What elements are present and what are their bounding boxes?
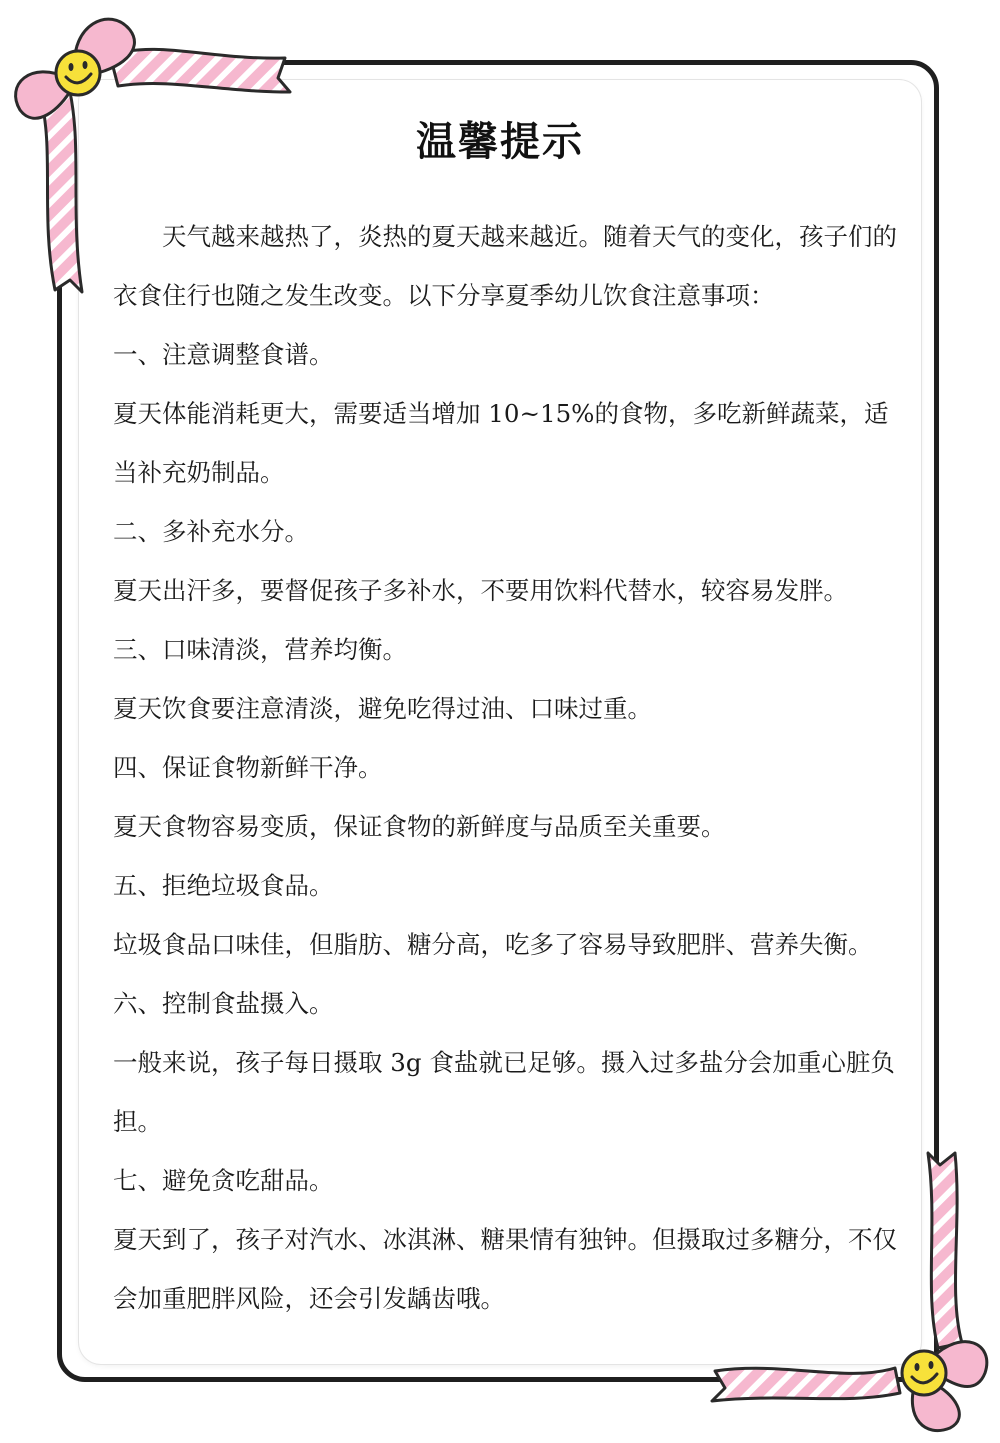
section-body: 夏天食物容易变质，保证食物的新鲜度与品质至关重要。	[113, 812, 726, 841]
section-heading: 七、避免贪吃甜品。	[113, 1166, 334, 1195]
section-body: 夏天出汗多，要督促孩子多补水，不要用饮料代替水，较容易发胖。	[113, 576, 848, 605]
intro-paragraph: 天气越来越热了，炎热的夏天越来越近。随着天气的变化，孩子们的衣食住行也随之发生改变。以下分享夏季幼儿饮食注意事项：	[113, 222, 897, 310]
section-heading: 二、多补充水分。	[113, 517, 309, 546]
section-body: 夏天饮食要注意清淡，避免吃得过油、口味过重。	[113, 694, 652, 723]
section-body: 夏天到了，孩子对汽水、冰淇淋、糖果情有独钟。但摄取过多糖分，不仅会加重肥胖风险，还会引发龋齿哦。	[113, 1225, 897, 1313]
section-heading: 五、拒绝垃圾食品。	[113, 871, 334, 900]
section-heading: 一、注意调整食谱。	[113, 340, 334, 369]
section-heading: 四、保证食物新鲜干净。	[113, 753, 383, 782]
section-heading: 三、口味清淡，营养均衡。	[113, 635, 407, 664]
notice-content	[113, 207, 903, 1328]
section-body: 夏天体能消耗更大，需要适当增加 10~15%的食物，多吃新鲜蔬菜，适当补充奶制品。	[113, 399, 889, 487]
page-title: 温馨提示	[416, 119, 584, 165]
section-heading: 六、控制食盐摄入。	[113, 989, 334, 1018]
section-body: 垃圾食品口味佳，但脂肪、糖分高，吃多了容易导致肥胖、营养失衡。	[113, 930, 873, 959]
section-body: 一般来说，孩子每日摄取 3g 食盐就已足够。摄入过多盐分会加重心脏负担。	[113, 1048, 895, 1136]
